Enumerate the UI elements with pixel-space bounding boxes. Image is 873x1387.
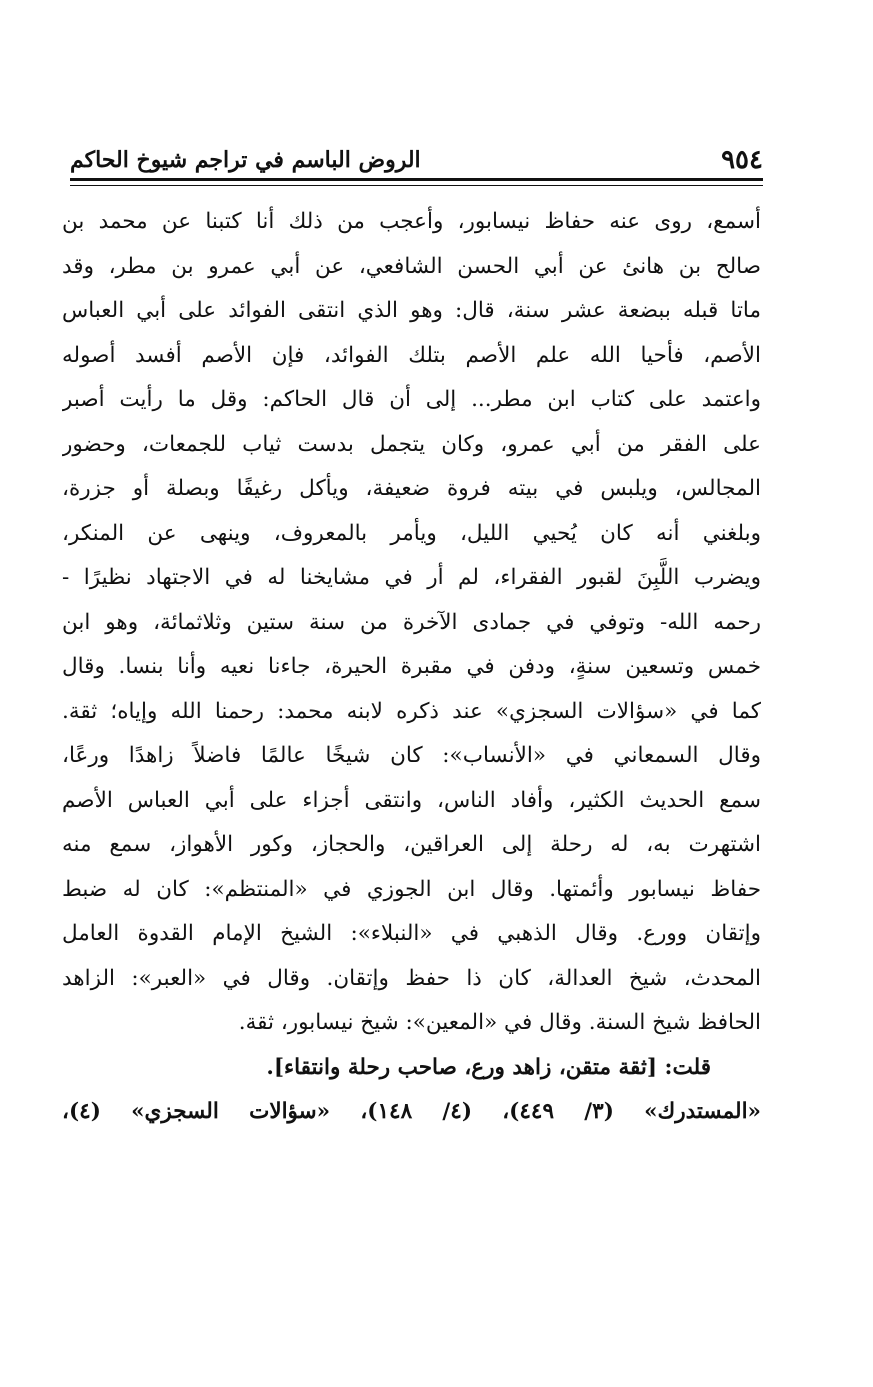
text-line: واعتمد على كتاب ابن مطر... إلى أن قال الحاكم: وقل ما رأيت أصبر [62, 387, 761, 412]
text-line: صالح بن هانئ عن أبي الحسن الشافعي، عن أبي عمرو بن مطر، وقد [62, 253, 761, 279]
text-line: خمس وتسعين سنةٍ، ودفن في مقبرة الحيرة، جاءنا نعيه وأنا بنسا. وقال [62, 654, 761, 679]
text-line: اشتهرت به، له رحلة إلى العراقين، والحجاز، وكور الأهواز، سمع منه [62, 832, 761, 857]
text-line: الحافظ شيخ السنة. وقال في «المعين»: شيخ نيسابور، ثقة. [238, 1010, 761, 1035]
text-line: كما في «سؤالات السجزي» عند ذكره لابنه محمد: رحمنا الله وإياه؛ ثقة. [62, 698, 761, 724]
text-line: وقال السمعاني في «الأنساب»: كان شيخًا عالمًا فاضلاً زاهدًا ورعًا، [62, 743, 761, 768]
text-line: أسمع، روى عنه حفاظ نيسابور، وأعجب من ذلك أنا كتبنا عن محمد بن [62, 209, 761, 234]
text-line: سمع الحديث الكثير، وأفاد الناس، وانتقى أجزاء على أبي العباس الأصم [62, 787, 761, 813]
body-text [62, 200, 761, 1135]
text-line: المجالس، ويلبس في بيته فروة ضعيفة، ويأكل رغيفًا وبصلة أو جزرة، [62, 476, 761, 501]
text-line: حفاظ نيسابور وأئمتها. وقال ابن الجوزي في «المنتظم»: كان له ضبط [62, 876, 761, 902]
sources-line: «المستدرك» (٣/ ٤٤٩)، (٤/ ١٤٨)، «سؤالات السجزي» (٤)، [62, 1099, 761, 1124]
page-header [70, 142, 763, 178]
text-line: وإتقان وورع. وقال الذهبي في «النبلاء»: الشيخ الإمام القدوة العامل [62, 921, 761, 946]
page-number: ٩٥٤ [721, 145, 763, 175]
verdict-line: قلت: [ثقة متقن، زاهد ورع، صاحب رحلة وانتقاء]. [266, 1054, 711, 1080]
header-rule-thick [70, 178, 763, 181]
text-line: وبلغني أنه كان يُحيي الليل، ويأمر بالمعروف، وينهى عن المنكر، [62, 520, 761, 546]
text-line: الأصم، فأحيا الله علم الأصم بتلك الفوائد، فإن الأصم أفسد أصوله [62, 342, 761, 368]
text-line: رحمه الله- وتوفي في جمادى الآخرة من سنة ستين وثلاثمائة، وهو ابن [62, 609, 761, 635]
running-title: الروض الباسم في تراجم شيوخ الحاكم [70, 147, 421, 173]
header-rule-thin [70, 185, 763, 186]
text-line: ويضرب اللَّبِنَ لقبور الفقراء، لم أر في مشايخنا له في الاجتهاد نظيرًا - [62, 565, 761, 590]
text-line: ماتا قبله ببضعة عشر سنة، قال: وهو الذي انتقى الفوائد على أبي العباس [62, 298, 761, 323]
text-line: المحدث، شيخ العدالة، كان ذا حفظ وإتقان. وقال في «العبر»: الزاهد [62, 965, 761, 991]
text-line: على الفقر من أبي عمرو، وكان يتجمل بدست ثياب للجمعات، وحضور [62, 431, 761, 457]
